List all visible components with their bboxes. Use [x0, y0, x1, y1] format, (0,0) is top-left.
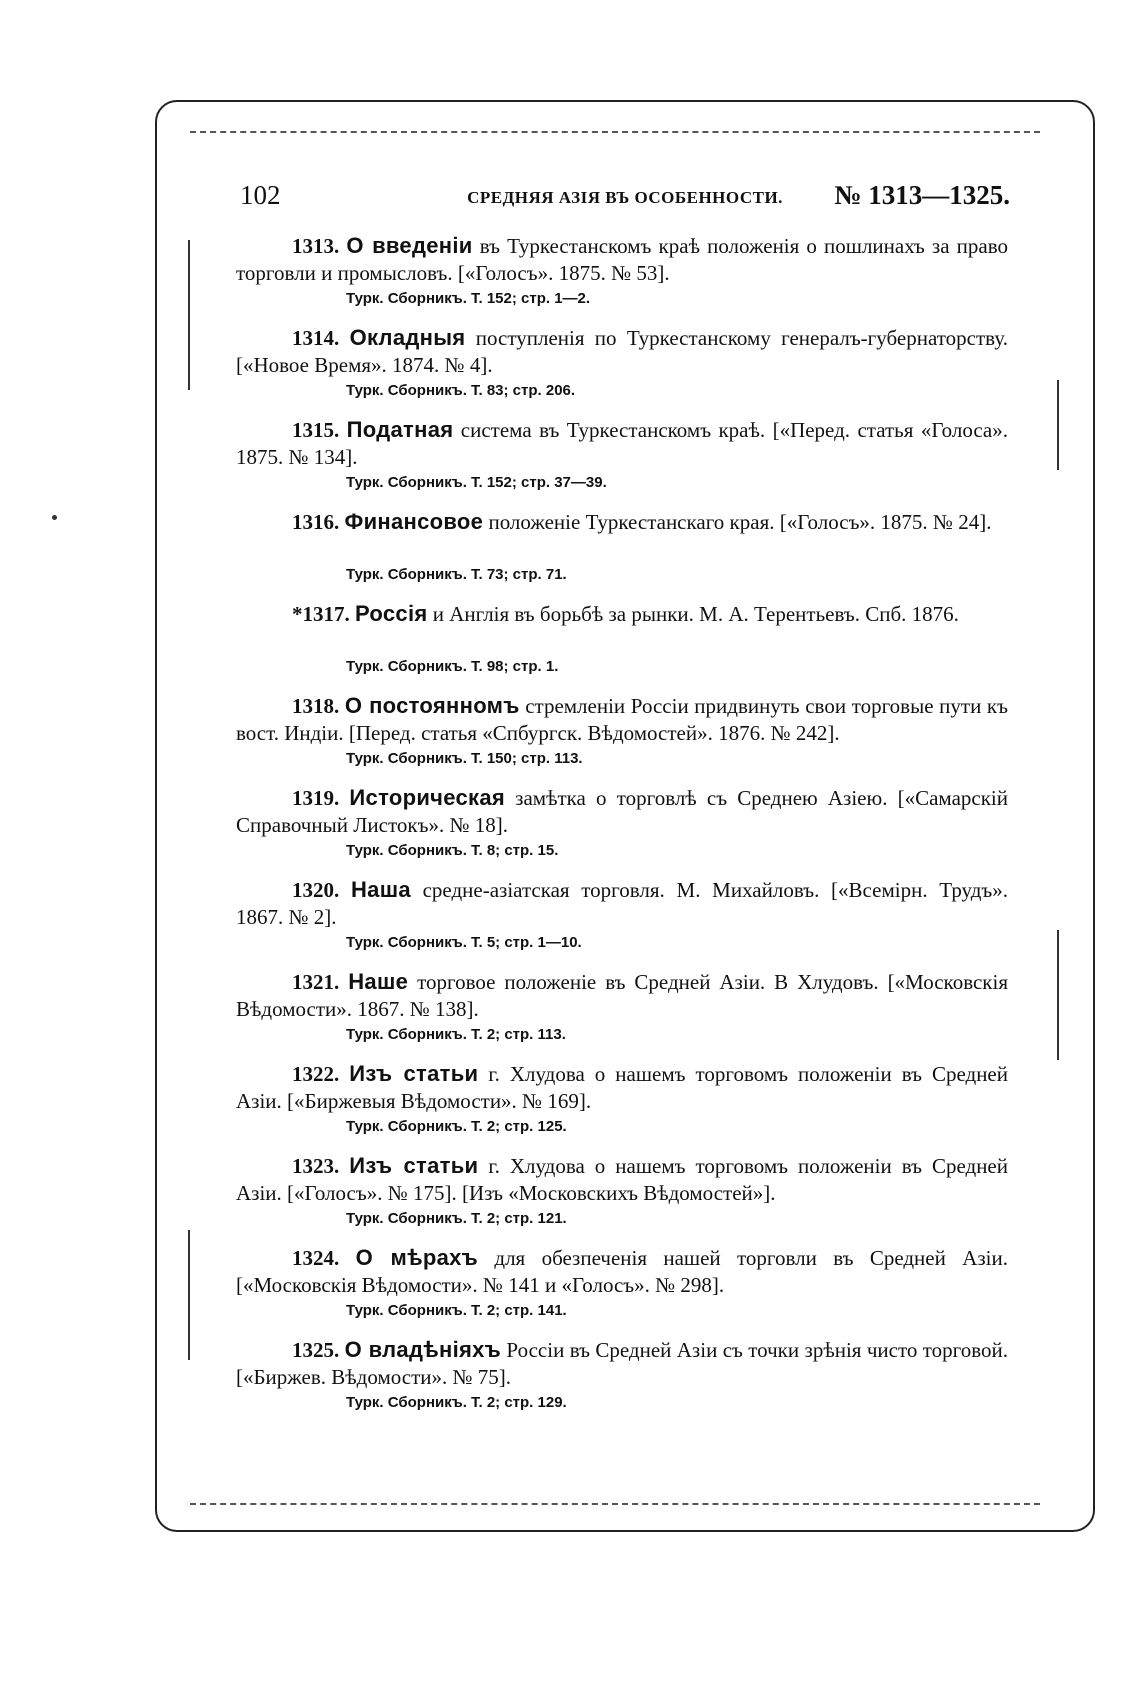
- right-margin-mark: [1057, 380, 1059, 470]
- entry-number: 1323.: [292, 1154, 340, 1178]
- entry-body: средне-азіатская торговля. М. Михайловъ. [«Всемірн. Трудъ». 1867. № 2].: [236, 878, 1009, 929]
- bibliography-entry: [236, 784, 1008, 876]
- entry-keyword: Изъ статьи: [349, 1061, 479, 1086]
- entry-keyword: Финансовое: [344, 509, 484, 534]
- bibliography-entry: [236, 876, 1008, 968]
- entry-text: [236, 968, 1008, 1023]
- entry-source: Турк. Сборникъ. Т. 150; стр. 113.: [346, 750, 583, 767]
- ink-speck: [52, 515, 57, 520]
- entry-keyword: Россія: [355, 601, 428, 626]
- entry-text: [236, 232, 1008, 287]
- entry-body: положеніе Туркестанскаго края. [«Голосъ». 1875. № 24].: [483, 510, 992, 534]
- entry-keyword: Историческая: [349, 785, 505, 810]
- bibliography-entry: [236, 1244, 1008, 1336]
- entry-source: Турк. Сборникъ. Т. 2; стр. 125.: [346, 1118, 567, 1135]
- page-number: 102: [240, 180, 281, 210]
- entry-number: 1325.: [292, 1338, 340, 1362]
- entry-keyword: Наша: [350, 877, 411, 902]
- entry-number: 1318.: [292, 694, 340, 718]
- entry-body: система въ Туркестанскомъ краѣ. [«Перед. статья «Голоса». 1875. № 134].: [236, 418, 1008, 469]
- entry-number: 1320.: [292, 878, 340, 902]
- entry-body: и Англія въ борьбѣ за рынки. М. А. Терентьевъ. Спб. 1876.: [427, 602, 959, 626]
- bibliography-list: [236, 232, 1008, 1428]
- entry-number: *1317.: [292, 602, 350, 626]
- entry-source: Турк. Сборникъ. Т. 5; стр. 1—10.: [346, 934, 582, 951]
- entry-keyword: О мѣрахъ: [355, 1245, 479, 1270]
- bibliography-entry: [236, 508, 1008, 600]
- entry-text: [236, 692, 1008, 747]
- entry-source: Турк. Сборникъ. Т. 152; стр. 1—2.: [346, 290, 591, 307]
- entry-source: Турк. Сборникъ. Т. 2; стр. 113.: [346, 1026, 566, 1043]
- entry-body: замѣтка о торговлѣ съ Среднею Азіею. [«Самарскій Справочный Листокъ». № 18].: [236, 786, 1008, 837]
- entry-text: [236, 508, 1008, 536]
- entry-source: Турк. Сборникъ. Т. 8; стр. 15.: [346, 842, 559, 859]
- entry-source: Турк. Сборникъ. Т. 83; стр. 206.: [346, 382, 576, 399]
- entry-number: 1314.: [292, 326, 340, 350]
- entry-number: 1315.: [292, 418, 340, 442]
- page-header: [240, 180, 1010, 216]
- entry-keyword: О введеніи: [346, 233, 473, 258]
- bibliography-entry: [236, 416, 1008, 508]
- entry-number: 1322.: [292, 1062, 340, 1086]
- entry-body: для обезпеченія нашей торговли въ Средней Азіи. [«Московскія Вѣдомости». № 141 и «Голосъ». № 298].: [236, 1246, 1008, 1297]
- entry-source: Турк. Сборникъ. Т. 152; стр. 37—39.: [346, 474, 607, 491]
- entry-text: [236, 1060, 1008, 1115]
- entry-source: Турк. Сборникъ. Т. 2; стр. 129.: [346, 1394, 567, 1411]
- entry-number: 1319.: [292, 786, 340, 810]
- entry-source: Турк. Сборникъ. Т. 2; стр. 121.: [346, 1210, 567, 1227]
- entry-body: торговое положеніе въ Средней Азіи. В Хлудовъ. [«Московскія Вѣдомости». 1867. № 138].: [236, 970, 1008, 1021]
- entry-number: 1316.: [292, 510, 340, 534]
- bottom-dash-rule: [190, 1503, 1040, 1505]
- entry-text: [236, 1244, 1008, 1299]
- bibliography-entry: [236, 324, 1008, 416]
- entry-text: [236, 416, 1008, 471]
- entry-text: [236, 1152, 1008, 1207]
- entry-text: [236, 1336, 1008, 1391]
- entry-body: поступленія по Туркестанскому генералъ-губернаторству. [«Новое Время». 1874. № 4].: [236, 326, 1008, 377]
- entry-number: 1313.: [292, 234, 340, 258]
- entry-body: стремленіи Россіи придвинуть свои торговые пути къ вост. Индіи. [Перед. статья «Спбургск. Вѣдомостей». 1876. № 242].: [236, 694, 1008, 745]
- bibliography-entry: [236, 1336, 1008, 1428]
- entry-range: № 1313—1325.: [834, 180, 1010, 210]
- entry-keyword: О постоянномъ: [344, 693, 520, 718]
- bibliography-entry: [236, 600, 1008, 692]
- entry-keyword: Податная: [346, 417, 454, 442]
- entry-keyword: Изъ статьи: [349, 1153, 479, 1178]
- entry-source: Турк. Сборникъ. Т. 2; стр. 141.: [346, 1302, 567, 1319]
- entry-text: [236, 324, 1008, 379]
- entry-text: [236, 876, 1008, 931]
- entry-source: Турк. Сборникъ. Т. 98; стр. 1.: [346, 658, 559, 675]
- running-title: СРЕДНЯЯ АЗІЯ ВЪ ОСОБЕННОСТИ.: [467, 188, 783, 207]
- top-dash-rule: [190, 131, 1040, 133]
- bibliography-entry: [236, 1060, 1008, 1152]
- entry-keyword: О владѣніяхъ: [344, 1337, 502, 1362]
- bibliography-entry: [236, 1152, 1008, 1244]
- left-margin-mark: [188, 1230, 190, 1360]
- entry-body: Россіи въ Средней Азіи съ точки зрѣнія чисто торговой. [«Биржев. Вѣдомости». № 75].: [236, 1338, 1009, 1389]
- bibliography-entry: [236, 968, 1008, 1060]
- entry-text: [236, 784, 1008, 839]
- entry-keyword: Наше: [348, 969, 409, 994]
- bibliography-entry: [236, 692, 1008, 784]
- entry-source: Турк. Сборникъ. Т. 73; стр. 71.: [346, 566, 567, 583]
- entry-number: 1324.: [292, 1246, 340, 1270]
- entry-keyword: Окладныя: [349, 325, 466, 350]
- entry-text: [236, 600, 1008, 628]
- left-margin-mark: [188, 240, 190, 390]
- entry-body: г. Хлудова о нашемъ торговомъ положеніи въ Средней Азіи. [«Голосъ». № 175]. [Изъ «Московскихъ Вѣдомостей»].: [236, 1154, 1008, 1205]
- bibliography-entry: [236, 232, 1008, 324]
- right-margin-mark: [1057, 930, 1059, 1060]
- entry-body: г. Хлудова о нашемъ торговомъ положеніи въ Средней Азіи. [«Биржевыя Вѣдомости». № 169].: [236, 1062, 1008, 1113]
- entry-body: въ Туркестанскомъ краѣ положенія о пошлинахъ за право торговли и промысловъ. [«Голосъ». 1875. № 53].: [236, 234, 1008, 285]
- entry-number: 1321.: [292, 970, 340, 994]
